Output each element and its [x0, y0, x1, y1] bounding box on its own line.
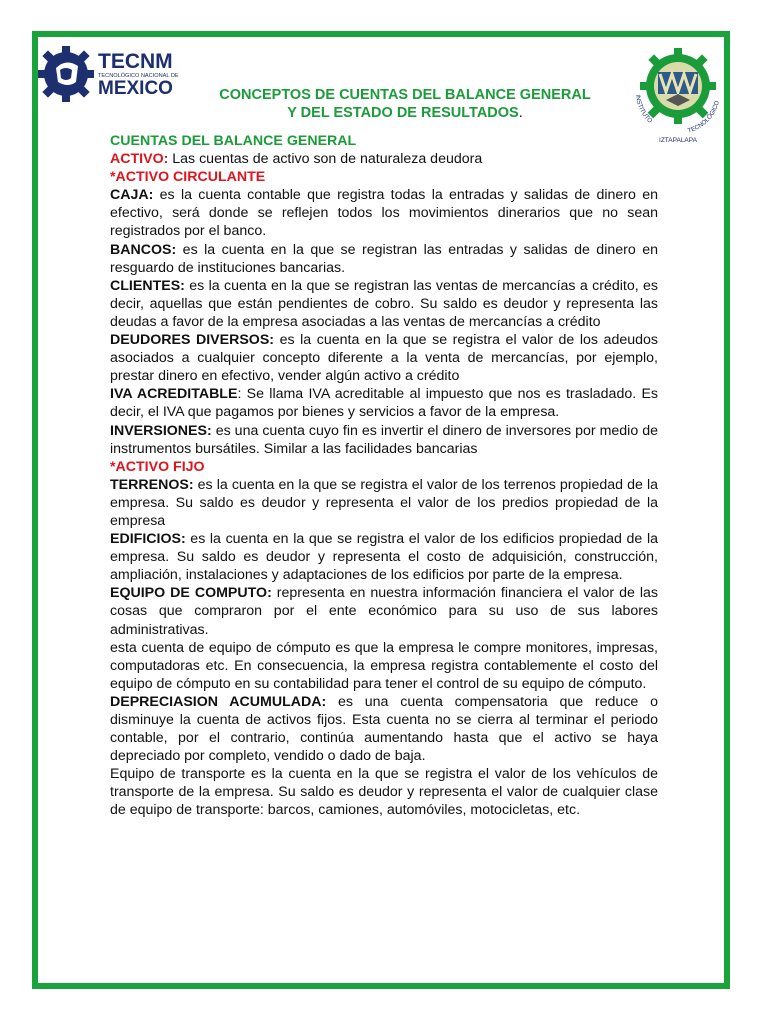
clientes-term: CLIENTES: — [110, 277, 185, 294]
activo-paragraph — [110, 150, 658, 168]
seal-text-instituto: INSTITUTO — [634, 94, 654, 125]
edificios-term: EDIFICIOS: — [110, 531, 186, 548]
tecnm-logo-line1: TECNM — [98, 50, 173, 73]
depreciacion-term: DEPRECIASION ACUMULADA: — [110, 693, 327, 710]
terrenos-term: TERRENOS: — [110, 476, 194, 493]
title-dot: . — [518, 105, 523, 121]
bancos-text: es la cuenta en la que se registran las entradas y salidas de dinero en resguardo de instituciones bancarias. — [110, 241, 658, 276]
bancos-paragraph — [110, 241, 658, 277]
edificios-paragraph — [110, 530, 658, 584]
edificios-text: es la cuenta en la que se registra el valor de los edificios propiedad de la empresa. Su saldo es deudor y representa el costo de adquisición, construcción, ampliación, instalaciones y adaptaciones de los edificios por parte de la empresa. — [110, 531, 658, 584]
equipo-computo-extra-paragraph: esta cuenta de equipo de cómputo es que la empresa le compre monitores, impresas, computadoras etc. En consecuencia, la empresa registra contablemente el costo del equipo de cómputo en su contabilidad para tener el control de su equipo de cómputo. — [110, 639, 658, 692]
seal-text-tecnologico: TECNOLÓGICO — [686, 100, 721, 135]
bancos-term: BANCOS: — [110, 241, 177, 258]
tecnm-logo-line3: MEXICO — [98, 78, 173, 99]
document-body — [110, 132, 658, 820]
activo-text: Las cuentas de activo son de naturaleza deudora — [168, 151, 483, 168]
section-title: CUENTAS DEL BALANCE GENERAL — [110, 133, 357, 149]
terrenos-paragraph — [110, 476, 658, 530]
equipo-transporte-paragraph: Equipo de transporte es la cuenta en la que se registra el valor de los vehículos de transporte de la empresa. Su saldo es deudor y representa el valor de cualquier clase de equipo de transporte: barcos, camiones, automóviles, motocicletas, etc. — [110, 766, 658, 819]
depreciacion-paragraph — [110, 693, 658, 765]
caja-paragraph — [110, 186, 658, 240]
tecnm-logo-line2: TECNOLÓGICO NACIONAL DE — [98, 73, 179, 79]
activo-circulante-heading: *ACTIVO CIRCULANTE — [110, 169, 266, 186]
equipo-computo-term: EQUIPO DE COMPUTO: — [110, 585, 272, 602]
caja-text: es la cuenta contable que registra todas la entradas y salidas de dinero en efectivo, será donde se reflejen todos los movimientos dinerarios que no sean registrados por el banco. — [110, 187, 658, 240]
title-line-2 — [150, 104, 660, 122]
iva-text: : Se llama IVA acreditable al impuesto que nos es trasladado. Es decir, el IVA que pagamos por bienes y servicios a favor de la empresa. — [110, 386, 659, 421]
iva-term: IVA ACREDITABLE — [110, 386, 238, 403]
inversiones-term: INVERSIONES: — [110, 422, 212, 439]
seal-text-iztapalapa: IZTAPALAPA — [659, 137, 697, 144]
clientes-text: es la cuenta en la que se registran las ventas de mercancías a crédito, es decir, aquellas que están pendientes de cobro. Su saldo es deudor y representa las deudas a favor de la empresa asociadas a las ventas de mercancías a crédito — [110, 277, 658, 330]
activo-fijo-heading: *ACTIVO FIJO — [110, 458, 205, 475]
deudores-paragraph — [110, 331, 658, 385]
deudores-text: es la cuenta en la que se registra el valor de los adeudos asociados a cualquier concepto diferente a la venta de mercancías, por ejemplo, prestar dinero en efectivo, vender algún activo a crédito — [110, 332, 658, 385]
deudores-term: DEUDORES DIVERSOS: — [110, 332, 275, 349]
inversiones-paragraph — [110, 422, 658, 458]
title-line-1: CONCEPTOS DE CUENTAS DEL BALANCE GENERAL — [219, 87, 591, 103]
caja-term: CAJA: — [110, 187, 154, 204]
equipo-computo-text: representa en nuestra información financiera el valor de las cosas que compraron por el ente económico para su uso de sus labores administrativas. — [110, 585, 658, 638]
equipo-computo-paragraph — [110, 584, 658, 638]
document-title — [150, 86, 660, 122]
terrenos-text: es la cuenta en la que se registra el valor de los terrenos propiedad de la empresa. Su saldo es deudor y representa el valor de los predios propiedad de la empresa — [110, 476, 658, 529]
iva-paragraph — [110, 385, 658, 421]
clientes-paragraph — [110, 277, 658, 331]
activo-label: ACTIVO: — [110, 151, 169, 168]
depreciacion-text: es una cuenta compensatoria que reduce o disminuye la cuenta de activos fijos. Esta cuenta no se cierra al terminar el periodo contable, por el contrario, continúa aumentando hasta que el activo se haya depreciado por completo, vendido o dado de baja. — [110, 693, 658, 765]
inversiones-text: es una cuenta cuyo fin es invertir el dinero de inversores por medio de instrumentos bursátiles. Similar a las facilidades bancarias — [110, 422, 658, 457]
title-line-2-text: Y DEL ESTADO DE RESULTADOS — [287, 105, 519, 121]
